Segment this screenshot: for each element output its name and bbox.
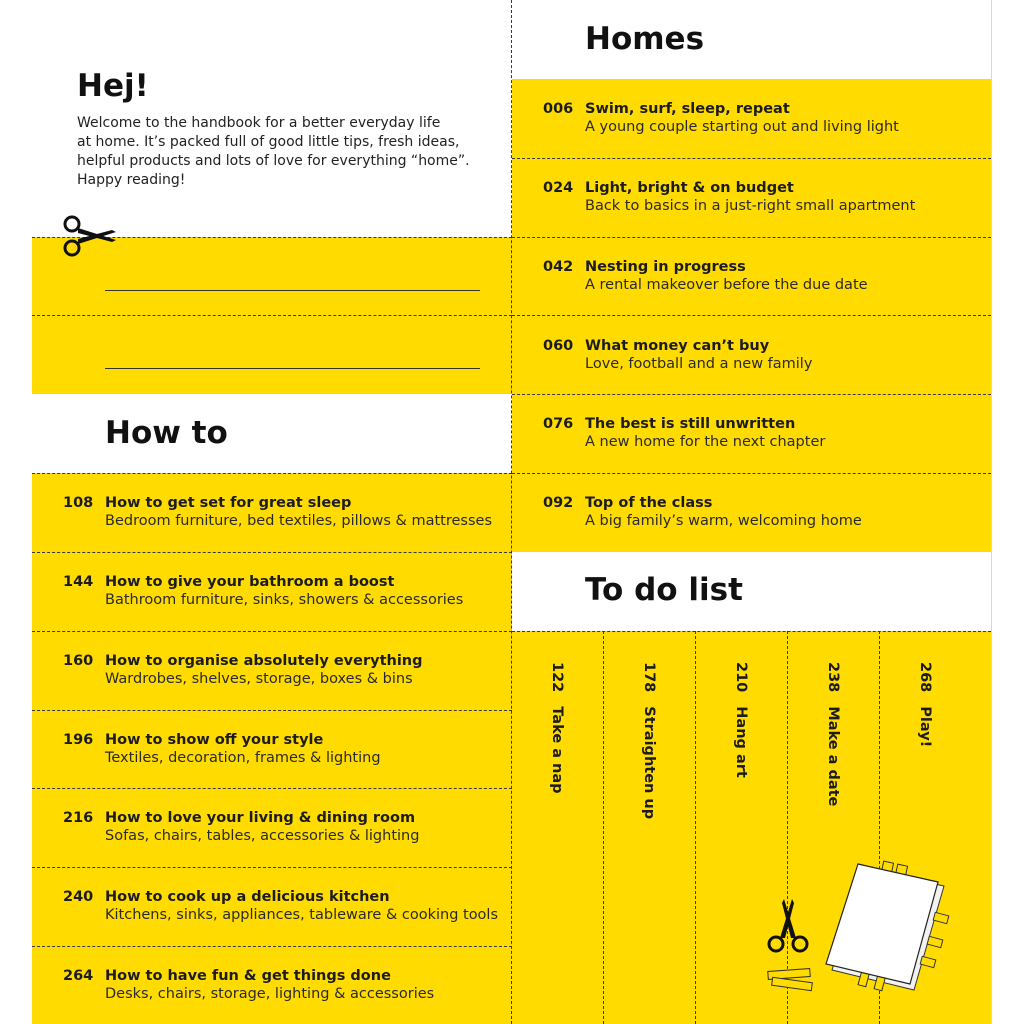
page-number: 006	[543, 101, 574, 117]
item-subtitle: Back to basics in a just-right small apartment	[585, 198, 916, 214]
item-title: Make a date	[825, 706, 841, 807]
item-subtitle: Bedroom furniture, bed textiles, pillows & mattresses	[105, 513, 493, 529]
cut-line	[32, 631, 512, 632]
todo-item[interactable]	[825, 662, 841, 806]
page-number: 196	[63, 732, 94, 748]
page-number: 042	[543, 259, 574, 275]
item-subtitle: Textiles, decoration, frames & lighting	[105, 750, 381, 766]
item-subtitle: A rental makeover before the due date	[585, 277, 868, 293]
cut-line	[32, 788, 512, 789]
item-subtitle: Desks, chairs, storage, lighting & accessories	[105, 986, 435, 1002]
cut-line	[32, 315, 512, 316]
item-title: The best is still unwritten	[585, 416, 796, 432]
page-number: 160	[63, 653, 94, 669]
item-title: Top of the class	[585, 495, 713, 511]
list-item[interactable]	[63, 495, 503, 535]
todo-item[interactable]	[917, 662, 933, 747]
page-number: 092	[543, 495, 574, 511]
cut-line	[512, 158, 991, 159]
item-title: What money can’t buy	[585, 338, 770, 354]
item-subtitle: A big family’s warm, welcoming home	[585, 513, 862, 529]
cut-line	[32, 552, 512, 553]
item-subtitle: Sofas, chairs, tables, accessories & lighting	[105, 828, 420, 844]
page-number: 108	[63, 495, 94, 511]
item-title: How to give your bathroom a boost	[105, 574, 395, 590]
homes-heading: Homes	[585, 21, 705, 57]
item-subtitle: A new home for the next chapter	[585, 434, 826, 450]
todo-item[interactable]	[733, 662, 749, 778]
cut-line	[32, 867, 512, 868]
cut-line	[32, 473, 512, 474]
list-item[interactable]	[63, 968, 503, 1008]
item-subtitle: Bathroom furniture, sinks, showers & accessories	[105, 592, 464, 608]
list-item[interactable]	[543, 416, 983, 456]
item-title: Take a nap	[549, 706, 565, 794]
howto-heading: How to	[105, 415, 228, 451]
list-item[interactable]	[543, 495, 983, 535]
item-subtitle: Love, football and a new family	[585, 356, 813, 372]
item-title: Nesting in progress	[585, 259, 746, 275]
todo-cut-line	[603, 631, 604, 1024]
item-title: Straighten up	[641, 706, 657, 820]
item-title: Play!	[917, 706, 933, 748]
list-item[interactable]	[63, 653, 503, 693]
page-number: 264	[63, 968, 94, 984]
page-number: 238	[825, 662, 841, 693]
page-edge-line	[991, 0, 992, 1024]
center-cut-line	[511, 0, 512, 1024]
blank-line	[105, 368, 480, 369]
item-title: Hang art	[733, 706, 749, 778]
page-number: 178	[641, 662, 657, 693]
blank-line	[105, 290, 480, 291]
cut-line	[512, 473, 991, 474]
list-item[interactable]	[63, 574, 503, 614]
item-title: How to cook up a delicious kitchen	[105, 889, 390, 905]
cut-line	[32, 946, 512, 947]
todo-item[interactable]	[641, 662, 657, 819]
intro-text: Welcome to the handbook for a better everyday life at home. It’s packed full of good little tips, fresh ideas, helpful products and lots of love for everything “home”. Happy reading!	[77, 115, 470, 188]
intro-heading: Hej!	[77, 68, 149, 104]
page-number: 268	[917, 662, 933, 693]
item-title: How to get set for great sleep	[105, 495, 352, 511]
todo-cut-line	[695, 631, 696, 1024]
scissors-icon	[62, 214, 118, 258]
item-title: Light, bright & on budget	[585, 180, 794, 196]
page-number: 076	[543, 416, 574, 432]
item-title: How to show off your style	[105, 732, 324, 748]
item-subtitle: Kitchens, sinks, appliances, tableware & cooking tools	[105, 907, 499, 923]
item-title: How to have fun & get things done	[105, 968, 391, 984]
item-subtitle: Wardrobes, shelves, storage, boxes & bins	[105, 671, 413, 687]
page-number: 144	[63, 574, 94, 590]
page-number: 240	[63, 889, 94, 905]
todo-item[interactable]	[549, 662, 565, 794]
item-title: Swim, surf, sleep, repeat	[585, 101, 790, 117]
list-item[interactable]	[543, 338, 983, 378]
cut-line	[512, 315, 991, 316]
list-item[interactable]	[543, 180, 983, 220]
list-item[interactable]	[63, 810, 503, 850]
page-number: 024	[543, 180, 574, 196]
cut-line	[512, 394, 991, 395]
item-subtitle: A young couple starting out and living light	[585, 119, 899, 135]
page-number: 060	[543, 338, 574, 354]
page-number: 210	[733, 662, 749, 693]
list-item[interactable]	[543, 101, 983, 141]
page-number: 216	[63, 810, 94, 826]
cut-line	[512, 237, 991, 238]
notebook-illustration	[764, 858, 954, 992]
todo-heading: To do list	[585, 572, 743, 608]
item-title: How to organise absolutely everything	[105, 653, 423, 669]
list-item[interactable]	[63, 889, 503, 929]
cut-line	[512, 631, 991, 632]
list-item[interactable]	[63, 732, 503, 772]
cut-line	[32, 710, 512, 711]
page-number: 122	[549, 662, 565, 693]
item-title: How to love your living & dining room	[105, 810, 416, 826]
list-item[interactable]	[543, 259, 983, 299]
